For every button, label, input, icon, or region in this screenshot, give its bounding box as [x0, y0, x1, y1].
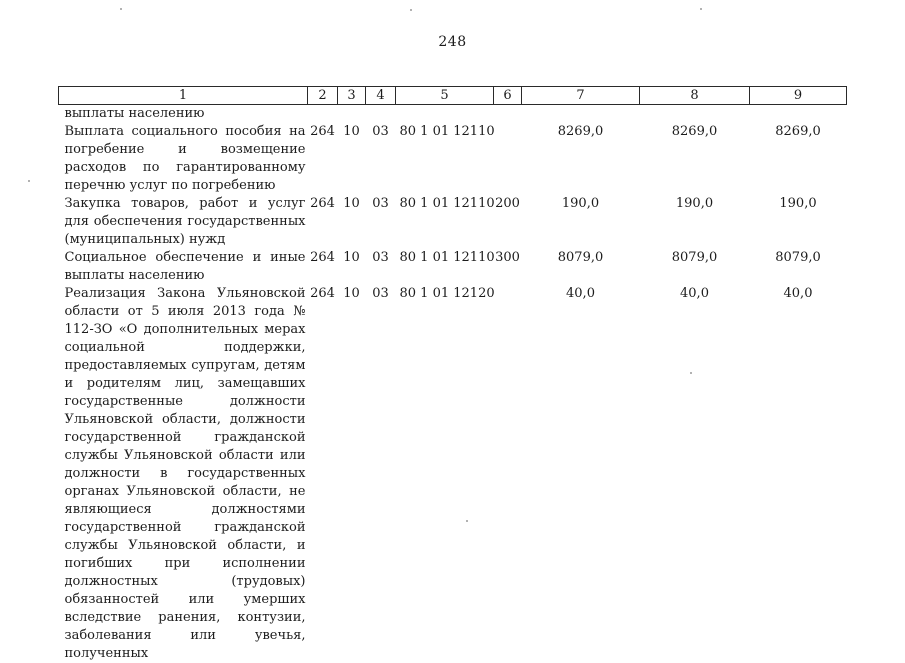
cell-amount-8: 8269,0: [671, 124, 718, 139]
cell-subsection: 03: [372, 124, 389, 139]
cell-section: [338, 105, 366, 124]
cell-amount-8: 40,0: [680, 286, 709, 301]
cell-section: 10: [343, 286, 360, 301]
column-header: 7: [522, 87, 640, 105]
cell-ministry: 264: [310, 124, 335, 139]
page-number: 248: [438, 34, 467, 50]
cell-amount-9: 40,0: [783, 286, 813, 301]
cell-section: 10: [343, 124, 360, 139]
row-name: Закупка товаров, работ и услуг для обеспечения государственных (муниципальных) нужд: [64, 196, 306, 247]
row-name: Выплата социального пособия на погребение и возмещение расходов по гарантированному перечню услуг по погребению: [64, 124, 306, 193]
cell-target-article: [396, 105, 494, 124]
cell-subsection: [366, 105, 396, 124]
column-header: 8: [640, 87, 750, 105]
cell-expense-type: [494, 285, 522, 663]
column-header: 4: [366, 87, 396, 105]
scan-speck: [410, 9, 412, 11]
table-row: [59, 249, 847, 285]
column-header: 5: [396, 87, 494, 105]
column-header: 1: [59, 87, 308, 105]
cell-ministry: 264: [310, 250, 335, 265]
cell-amount-9: [750, 105, 847, 124]
cell-section: 10: [343, 196, 360, 211]
scan-speck: [700, 8, 702, 10]
column-header: 6: [494, 87, 522, 105]
cell-target-article: 80 1 01 12110: [399, 250, 495, 265]
cell-target-article: 80 1 01 12120: [399, 286, 495, 301]
row-name: Социальное обеспечение и иные выплаты населению: [64, 250, 306, 283]
row-name: выплаты населению: [64, 106, 205, 121]
cell-expense-type: [494, 105, 522, 124]
column-header: 3: [338, 87, 366, 105]
cell-amount-7: 40,0: [566, 286, 595, 301]
budget-table: [58, 86, 847, 663]
scan-speck: [120, 8, 122, 10]
cell-expense-type: 300: [495, 250, 520, 265]
scan-speck: [690, 372, 692, 374]
cell-amount-8: [640, 105, 750, 124]
table-row: [59, 195, 847, 249]
cell-target-article: 80 1 01 12110: [399, 124, 495, 139]
table-header-row: [59, 87, 847, 105]
cell-section: 10: [343, 250, 360, 265]
cell-subsection: 03: [372, 286, 389, 301]
cell-target-article: 80 1 01 12110: [399, 196, 495, 211]
cell-amount-7: 8269,0: [557, 124, 604, 139]
cell-amount-9: 8269,0: [775, 124, 821, 139]
cell-amount-9: 8079,0: [775, 250, 821, 265]
cell-subsection: 03: [372, 196, 389, 211]
cell-ministry: 264: [310, 286, 335, 301]
cell-ministry: 264: [310, 196, 335, 211]
cell-amount-9: 190,0: [779, 196, 817, 211]
cell-expense-type: 200: [495, 196, 520, 211]
cell-expense-type: [494, 123, 522, 195]
cell-amount-7: 8079,0: [557, 250, 604, 265]
scan-speck: [28, 180, 30, 182]
row-name: Реализация Закона Ульяновской области от 5 июля 2013 года № 112-ЗО «О дополнительных мерах социальной поддержки, предоставляемых супругам, детям и родителям лиц, замещавших государственные должности Ульяновской области, должности государственной гражданской службы Ульяновской области или должности в государственных органах Ульяновской области, не являющиеся должностями государственной гражданской службы Ульяновской области, и погибших при исполнении должностных (трудовых) обязанностей или умерших вследствие ранения, контузии, заболевания или увечья, полученных: [64, 286, 306, 661]
scan-speck: [466, 520, 468, 522]
column-header: 9: [750, 87, 847, 105]
cell-subsection: 03: [372, 250, 389, 265]
cell-amount-7: 190,0: [561, 196, 600, 211]
column-header: 2: [308, 87, 338, 105]
cell-amount-8: 190,0: [675, 196, 714, 211]
cell-ministry: [308, 105, 338, 124]
table-row: [59, 123, 847, 195]
table-row: [59, 105, 847, 124]
cell-amount-8: 8079,0: [671, 250, 718, 265]
cell-amount-7: [522, 105, 640, 124]
table-row: [59, 285, 847, 663]
